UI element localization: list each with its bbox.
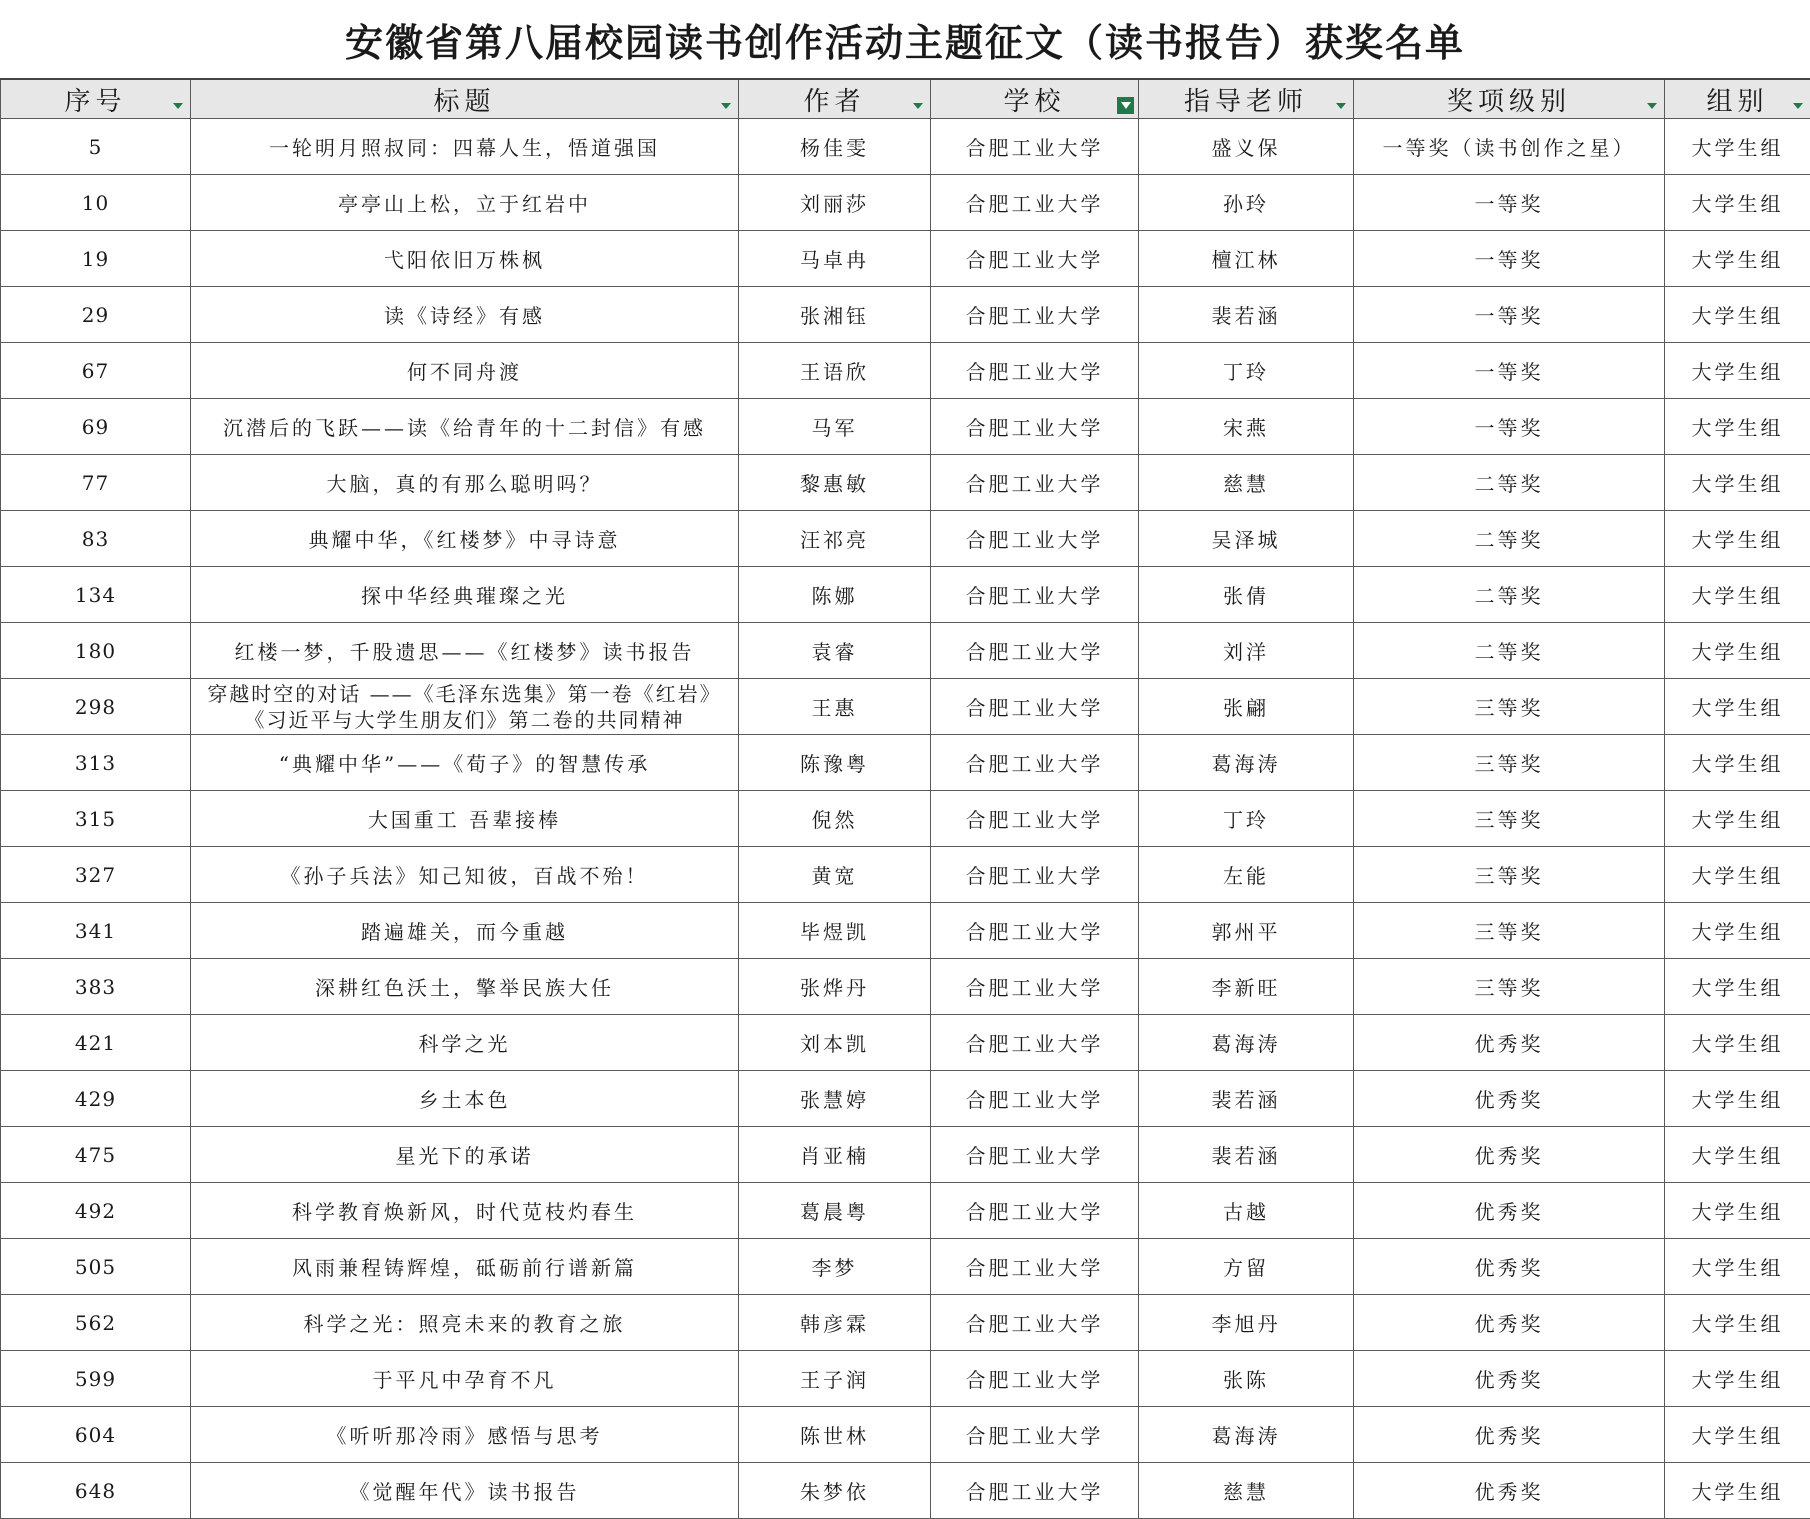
cell-award: 三等奖 bbox=[1354, 679, 1665, 735]
cell-title: 《孙子兵法》知己知彼，百战不殆！ bbox=[191, 847, 739, 903]
column-header-teacher[interactable] bbox=[1139, 79, 1354, 119]
cell-author: 黎惠敏 bbox=[739, 455, 931, 511]
cell-teacher: 檀江林 bbox=[1139, 231, 1354, 287]
cell-group: 大学生组 bbox=[1665, 231, 1810, 287]
cell-author: 刘丽莎 bbox=[739, 175, 931, 231]
cell-group: 大学生组 bbox=[1665, 455, 1810, 511]
cell-teacher: 裴若涵 bbox=[1139, 1127, 1354, 1183]
table-row[interactable] bbox=[1, 455, 1810, 511]
cell-author: 袁睿 bbox=[739, 623, 931, 679]
cell-title: 大国重工 吾辈接棒 bbox=[191, 791, 739, 847]
cell-school: 合肥工业大学 bbox=[931, 1015, 1139, 1071]
table-row[interactable] bbox=[1, 1127, 1810, 1183]
cell-title: 科学之光：照亮未来的教育之旅 bbox=[191, 1295, 739, 1351]
cell-award: 三等奖 bbox=[1354, 959, 1665, 1015]
cell-author: 汪祁亮 bbox=[739, 511, 931, 567]
cell-seq: 327 bbox=[1, 847, 191, 903]
cell-author: 毕煜凯 bbox=[739, 903, 931, 959]
cell-group: 大学生组 bbox=[1665, 1239, 1810, 1295]
cell-school: 合肥工业大学 bbox=[931, 567, 1139, 623]
cell-title: 踏遍雄关，而今重越 bbox=[191, 903, 739, 959]
table-row[interactable] bbox=[1, 567, 1810, 623]
cell-teacher: 孙玲 bbox=[1139, 175, 1354, 231]
filter-dropdown-icon[interactable] bbox=[169, 97, 186, 114]
cell-award: 三等奖 bbox=[1354, 735, 1665, 791]
cell-seq: 77 bbox=[1, 455, 191, 511]
column-header-award[interactable] bbox=[1354, 79, 1665, 119]
cell-seq: 29 bbox=[1, 287, 191, 343]
cell-teacher: 慈慧 bbox=[1139, 1463, 1354, 1519]
cell-seq: 604 bbox=[1, 1407, 191, 1463]
cell-group: 大学生组 bbox=[1665, 1351, 1810, 1407]
cell-title: 何不同舟渡 bbox=[191, 343, 739, 399]
cell-group: 大学生组 bbox=[1665, 1127, 1810, 1183]
cell-award: 优秀奖 bbox=[1354, 1351, 1665, 1407]
cell-group: 大学生组 bbox=[1665, 1071, 1810, 1127]
cell-school: 合肥工业大学 bbox=[931, 791, 1139, 847]
filter-dropdown-icon[interactable] bbox=[1789, 97, 1806, 114]
cell-seq: 5 bbox=[1, 119, 191, 175]
cell-teacher: 张倩 bbox=[1139, 567, 1354, 623]
column-header-label: 学校 bbox=[1003, 87, 1065, 117]
cell-author: 王惠 bbox=[739, 679, 931, 735]
cell-school: 合肥工业大学 bbox=[931, 399, 1139, 455]
cell-group: 大学生组 bbox=[1665, 175, 1810, 231]
table-row[interactable] bbox=[1, 679, 1810, 735]
cell-teacher: 裴若涵 bbox=[1139, 1071, 1354, 1127]
header-row bbox=[1, 79, 1810, 119]
cell-school: 合肥工业大学 bbox=[931, 623, 1139, 679]
cell-author: 王语欣 bbox=[739, 343, 931, 399]
column-header-school[interactable] bbox=[931, 79, 1139, 119]
cell-title: 探中华经典璀璨之光 bbox=[191, 567, 739, 623]
cell-teacher: 丁玲 bbox=[1139, 791, 1354, 847]
cell-award: 一等奖 bbox=[1354, 287, 1665, 343]
table-row[interactable] bbox=[1, 1351, 1810, 1407]
cell-school: 合肥工业大学 bbox=[931, 959, 1139, 1015]
cell-author: 马军 bbox=[739, 399, 931, 455]
table-row[interactable] bbox=[1, 1071, 1810, 1127]
column-header-label: 指导老师 bbox=[1184, 87, 1308, 117]
filter-dropdown-icon[interactable] bbox=[717, 97, 734, 114]
cell-seq: 19 bbox=[1, 231, 191, 287]
cell-author: 韩彦霖 bbox=[739, 1295, 931, 1351]
cell-author: 李梦 bbox=[739, 1239, 931, 1295]
cell-teacher: 古越 bbox=[1139, 1183, 1354, 1239]
cell-group: 大学生组 bbox=[1665, 959, 1810, 1015]
column-header-group[interactable] bbox=[1665, 79, 1810, 119]
cell-school: 合肥工业大学 bbox=[931, 1071, 1139, 1127]
cell-teacher: 盛义保 bbox=[1139, 119, 1354, 175]
table-row[interactable] bbox=[1, 119, 1810, 175]
cell-group: 大学生组 bbox=[1665, 343, 1810, 399]
cell-teacher: 李旭丹 bbox=[1139, 1295, 1354, 1351]
cell-seq: 341 bbox=[1, 903, 191, 959]
cell-teacher: 葛海涛 bbox=[1139, 1407, 1354, 1463]
cell-teacher: 方留 bbox=[1139, 1239, 1354, 1295]
column-header-label: 序号 bbox=[64, 87, 126, 117]
cell-title: 深耕红色沃土，擎举民族大任 bbox=[191, 959, 739, 1015]
cell-teacher: 张陈 bbox=[1139, 1351, 1354, 1407]
cell-group: 大学生组 bbox=[1665, 1463, 1810, 1519]
cell-seq: 492 bbox=[1, 1183, 191, 1239]
table-row[interactable] bbox=[1, 959, 1810, 1015]
cell-school: 合肥工业大学 bbox=[931, 679, 1139, 735]
cell-title: 科学教育焕新风，时代苋枝灼春生 bbox=[191, 1183, 739, 1239]
cell-award: 优秀奖 bbox=[1354, 1127, 1665, 1183]
cell-title: 《听听那冷雨》感悟与思考 bbox=[191, 1407, 739, 1463]
cell-author: 陈娜 bbox=[739, 567, 931, 623]
cell-award: 一等奖 bbox=[1354, 175, 1665, 231]
cell-school: 合肥工业大学 bbox=[931, 1351, 1139, 1407]
table-row[interactable] bbox=[1, 1239, 1810, 1295]
table-row[interactable] bbox=[1, 903, 1810, 959]
cell-teacher: 吴泽城 bbox=[1139, 511, 1354, 567]
cell-school: 合肥工业大学 bbox=[931, 1463, 1139, 1519]
cell-title: 乡土本色 bbox=[191, 1071, 739, 1127]
cell-teacher: 李新旺 bbox=[1139, 959, 1354, 1015]
cell-group: 大学生组 bbox=[1665, 119, 1810, 175]
cell-author: 葛晨粤 bbox=[739, 1183, 931, 1239]
cell-author: 杨佳雯 bbox=[739, 119, 931, 175]
cell-title: 大脑，真的有那么聪明吗？ bbox=[191, 455, 739, 511]
cell-title: 亭亭山上松，立于红岩中 bbox=[191, 175, 739, 231]
cell-seq: 180 bbox=[1, 623, 191, 679]
cell-title: 弋阳依旧万株枫 bbox=[191, 231, 739, 287]
cell-teacher: 左能 bbox=[1139, 847, 1354, 903]
cell-title: 一轮明月照叔同：四幕人生，悟道强国 bbox=[191, 119, 739, 175]
cell-school: 合肥工业大学 bbox=[931, 119, 1139, 175]
cell-group: 大学生组 bbox=[1665, 847, 1810, 903]
cell-seq: 134 bbox=[1, 567, 191, 623]
cell-seq: 313 bbox=[1, 735, 191, 791]
cell-award: 一等奖 bbox=[1354, 343, 1665, 399]
cell-seq: 562 bbox=[1, 1295, 191, 1351]
cell-author: 张慧婷 bbox=[739, 1071, 931, 1127]
cell-author: 张烨丹 bbox=[739, 959, 931, 1015]
filter-dropdown-icon[interactable] bbox=[909, 97, 926, 114]
cell-group: 大学生组 bbox=[1665, 287, 1810, 343]
cell-award: 优秀奖 bbox=[1354, 1463, 1665, 1519]
cell-school: 合肥工业大学 bbox=[931, 343, 1139, 399]
cell-seq: 599 bbox=[1, 1351, 191, 1407]
cell-seq: 69 bbox=[1, 399, 191, 455]
cell-award: 优秀奖 bbox=[1354, 1015, 1665, 1071]
table-row[interactable] bbox=[1, 175, 1810, 231]
cell-title: “典耀中华”——《荀子》的智慧传承 bbox=[191, 735, 739, 791]
table-row[interactable] bbox=[1, 343, 1810, 399]
cell-seq: 429 bbox=[1, 1071, 191, 1127]
cell-award: 优秀奖 bbox=[1354, 1295, 1665, 1351]
cell-seq: 83 bbox=[1, 511, 191, 567]
cell-author: 倪然 bbox=[739, 791, 931, 847]
cell-author: 王子润 bbox=[739, 1351, 931, 1407]
cell-award: 二等奖 bbox=[1354, 455, 1665, 511]
cell-award: 一等奖 bbox=[1354, 399, 1665, 455]
cell-title: 科学之光 bbox=[191, 1015, 739, 1071]
cell-school: 合肥工业大学 bbox=[931, 735, 1139, 791]
cell-school: 合肥工业大学 bbox=[931, 175, 1139, 231]
cell-group: 大学生组 bbox=[1665, 679, 1810, 735]
cell-title: 沉潜后的飞跃——读《给青年的十二封信》有感 bbox=[191, 399, 739, 455]
cell-teacher: 慈慧 bbox=[1139, 455, 1354, 511]
column-header-title[interactable] bbox=[191, 79, 739, 119]
cell-school: 合肥工业大学 bbox=[931, 1183, 1139, 1239]
cell-title: 读《诗经》有感 bbox=[191, 287, 739, 343]
cell-teacher: 葛海涛 bbox=[1139, 1015, 1354, 1071]
cell-award: 优秀奖 bbox=[1354, 1183, 1665, 1239]
table-row[interactable] bbox=[1, 791, 1810, 847]
table-row[interactable] bbox=[1, 399, 1810, 455]
cell-school: 合肥工业大学 bbox=[931, 455, 1139, 511]
cell-teacher: 张翩 bbox=[1139, 679, 1354, 735]
cell-teacher: 裴若涵 bbox=[1139, 287, 1354, 343]
page-title: 安徽省第八届校园读书创作活动主题征文（读书报告）获奖名单 bbox=[0, 0, 1810, 78]
table-row[interactable] bbox=[1, 287, 1810, 343]
cell-group: 大学生组 bbox=[1665, 1407, 1810, 1463]
cell-award: 二等奖 bbox=[1354, 567, 1665, 623]
cell-school: 合肥工业大学 bbox=[931, 231, 1139, 287]
cell-title bbox=[191, 679, 739, 735]
column-header-label: 奖项级别 bbox=[1447, 87, 1571, 117]
cell-teacher: 丁玲 bbox=[1139, 343, 1354, 399]
cell-title-line: 《习近平与大学生朋友们》第二卷的共同精神 bbox=[191, 707, 738, 733]
cell-school: 合肥工业大学 bbox=[931, 1407, 1139, 1463]
cell-seq: 67 bbox=[1, 343, 191, 399]
cell-school: 合肥工业大学 bbox=[931, 511, 1139, 567]
cell-title: 于平凡中孕育不凡 bbox=[191, 1351, 739, 1407]
cell-group: 大学生组 bbox=[1665, 1183, 1810, 1239]
cell-title: 星光下的承诺 bbox=[191, 1127, 739, 1183]
cell-author: 陈豫粤 bbox=[739, 735, 931, 791]
cell-award: 三等奖 bbox=[1354, 847, 1665, 903]
cell-group: 大学生组 bbox=[1665, 735, 1810, 791]
filter-dropdown-icon[interactable] bbox=[1332, 97, 1349, 114]
cell-author: 陈世林 bbox=[739, 1407, 931, 1463]
cell-group: 大学生组 bbox=[1665, 1015, 1810, 1071]
cell-title: 红楼一梦，千股遗思——《红楼梦》读书报告 bbox=[191, 623, 739, 679]
column-header-seq[interactable] bbox=[1, 79, 191, 119]
cell-school: 合肥工业大学 bbox=[931, 847, 1139, 903]
cell-author: 肖亚楠 bbox=[739, 1127, 931, 1183]
cell-group: 大学生组 bbox=[1665, 791, 1810, 847]
cell-group: 大学生组 bbox=[1665, 511, 1810, 567]
cell-group: 大学生组 bbox=[1665, 903, 1810, 959]
cell-seq: 648 bbox=[1, 1463, 191, 1519]
table-row[interactable] bbox=[1, 735, 1810, 791]
cell-school: 合肥工业大学 bbox=[931, 1127, 1139, 1183]
cell-school: 合肥工业大学 bbox=[931, 1295, 1139, 1351]
cell-title-line: 穿越时空的对话 ——《毛泽东选集》第一卷《红岩》 bbox=[191, 681, 738, 707]
filter-dropdown-icon[interactable] bbox=[1643, 97, 1660, 114]
cell-school: 合肥工业大学 bbox=[931, 903, 1139, 959]
cell-teacher: 郭州平 bbox=[1139, 903, 1354, 959]
column-header-label: 组别 bbox=[1706, 87, 1768, 117]
cell-title: 《觉醒年代》读书报告 bbox=[191, 1463, 739, 1519]
cell-award: 三等奖 bbox=[1354, 903, 1665, 959]
cell-title: 典耀中华，《红楼梦》中寻诗意 bbox=[191, 511, 739, 567]
active-filter-icon[interactable] bbox=[1117, 97, 1134, 114]
cell-author: 黄宽 bbox=[739, 847, 931, 903]
table-row[interactable] bbox=[1, 231, 1810, 287]
table-row[interactable] bbox=[1, 847, 1810, 903]
cell-seq: 10 bbox=[1, 175, 191, 231]
cell-author: 马卓冉 bbox=[739, 231, 931, 287]
cell-award: 三等奖 bbox=[1354, 791, 1665, 847]
cell-seq: 421 bbox=[1, 1015, 191, 1071]
cell-teacher: 宋燕 bbox=[1139, 399, 1354, 455]
cell-seq: 383 bbox=[1, 959, 191, 1015]
cell-author: 刘本凯 bbox=[739, 1015, 931, 1071]
column-header-label: 标题 bbox=[433, 87, 495, 117]
cell-award: 二等奖 bbox=[1354, 623, 1665, 679]
cell-teacher: 刘洋 bbox=[1139, 623, 1354, 679]
column-header-label: 作者 bbox=[803, 87, 865, 117]
cell-group: 大学生组 bbox=[1665, 567, 1810, 623]
cell-group: 大学生组 bbox=[1665, 1295, 1810, 1351]
table-row[interactable] bbox=[1, 511, 1810, 567]
cell-seq: 505 bbox=[1, 1239, 191, 1295]
cell-seq: 475 bbox=[1, 1127, 191, 1183]
cell-award: 一等奖（读书创作之星） bbox=[1354, 119, 1665, 175]
table-row[interactable] bbox=[1, 1295, 1810, 1351]
table-row[interactable] bbox=[1, 1407, 1810, 1463]
award-table bbox=[0, 78, 1810, 1519]
table-row[interactable] bbox=[1, 1015, 1810, 1071]
cell-seq: 315 bbox=[1, 791, 191, 847]
cell-group: 大学生组 bbox=[1665, 623, 1810, 679]
table-row[interactable] bbox=[1, 1463, 1810, 1519]
table-row[interactable] bbox=[1, 623, 1810, 679]
table-row[interactable] bbox=[1, 1183, 1810, 1239]
cell-seq: 298 bbox=[1, 679, 191, 735]
cell-award: 优秀奖 bbox=[1354, 1239, 1665, 1295]
cell-title: 风雨兼程铸辉煌，砥砺前行谱新篇 bbox=[191, 1239, 739, 1295]
cell-award: 优秀奖 bbox=[1354, 1071, 1665, 1127]
cell-award: 二等奖 bbox=[1354, 511, 1665, 567]
cell-group: 大学生组 bbox=[1665, 399, 1810, 455]
cell-school: 合肥工业大学 bbox=[931, 1239, 1139, 1295]
cell-teacher: 葛海涛 bbox=[1139, 735, 1354, 791]
column-header-author[interactable] bbox=[739, 79, 931, 119]
table-body bbox=[1, 119, 1810, 1519]
cell-author: 朱梦依 bbox=[739, 1463, 931, 1519]
cell-school: 合肥工业大学 bbox=[931, 287, 1139, 343]
cell-author: 张湘钰 bbox=[739, 287, 931, 343]
cell-award: 优秀奖 bbox=[1354, 1407, 1665, 1463]
cell-award: 一等奖 bbox=[1354, 231, 1665, 287]
